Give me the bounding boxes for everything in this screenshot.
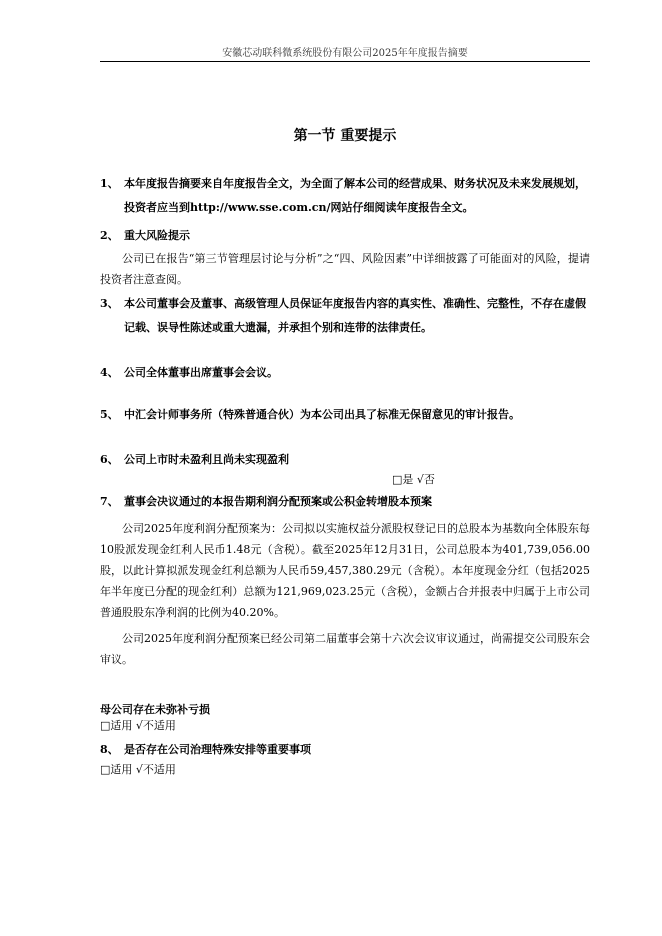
parent-loss-title: 母公司存在未弥补亏损 <box>100 703 210 716</box>
item-body: 公司已在报告“第三节管理层讨论与分析”之“四、风险因素”中详细披露了可能面对的风险，提请投资者注意查阅。 <box>100 252 590 286</box>
item-title: 董事会决议通过的本报告期利润分配预案或公积金转增股本预案 <box>124 495 432 508</box>
item-title: 重大风险提示 <box>124 229 190 242</box>
item-number: 1、 <box>100 177 119 190</box>
option-yes-no: □是 √否 <box>392 473 435 486</box>
item-title: 本公司董事会及董事、高级管理人员保证年度报告内容的真实性、准确性、完整性，不存在虚假记载、误导性陈述或重大遗漏，并承担个别和连带的法律责任。 <box>124 297 586 334</box>
page-header: 安徽芯动联科微系统股份有限公司2025年年度报告摘要 <box>222 48 468 59</box>
item-title: 是否存在公司治理特殊安排等重要事项 <box>124 743 311 756</box>
item-title: 公司全体董事出席董事会会议。 <box>124 366 278 379</box>
item-title: 公司上市时未盈利且尚未实现盈利 <box>124 453 289 466</box>
item-title: 本年度报告摘要来自年度报告全文，为全面了解本公司的经营成果、财务状况及未来发展规划，投资者应当到http://www.sse.com.cn/网站仔细阅读年度报告全文。 <box>124 177 586 214</box>
item-8-option: □适用 √不适用 <box>100 763 176 776</box>
item-number: 2、 <box>100 229 119 242</box>
item-number: 4、 <box>100 366 119 379</box>
item-body-2: 公司2025年度利润分配预案已经公司第二届董事会第十六次会议审议通过，尚需提交公司股东会审议。 <box>100 632 590 666</box>
item-number: 3、 <box>100 297 119 310</box>
parent-loss-option: □适用 √不适用 <box>100 719 176 732</box>
item-number: 6、 <box>100 453 119 466</box>
item-number: 5、 <box>100 408 119 421</box>
header-rule <box>100 61 590 62</box>
item-number: 7、 <box>100 495 119 508</box>
item-title: 中汇会计师事务所（特殊普通合伙）为本公司出具了标准无保留意见的审计报告。 <box>124 408 520 421</box>
section-title: 第一节 重要提示 <box>293 128 397 144</box>
item-body: 公司2025年度利润分配预案为：公司拟以实施权益分派股权登记日的总股本为基数向全体股东每10股派发现金红利人民币1.48元（含税）。截至2025年12月31日，公司总股本为401,739,056.00股，以此计算拟派发现金红利总额为人民币59,457,380.29元（含税）。本年度现金分红（包括2025年半年度已分配的现金红利）总额为121,969,023.25元（含税），金额占合并报表中归属于上市公司普通股股东净利润的比例为40.20%。 <box>100 522 590 619</box>
item-number: 8、 <box>100 743 119 756</box>
